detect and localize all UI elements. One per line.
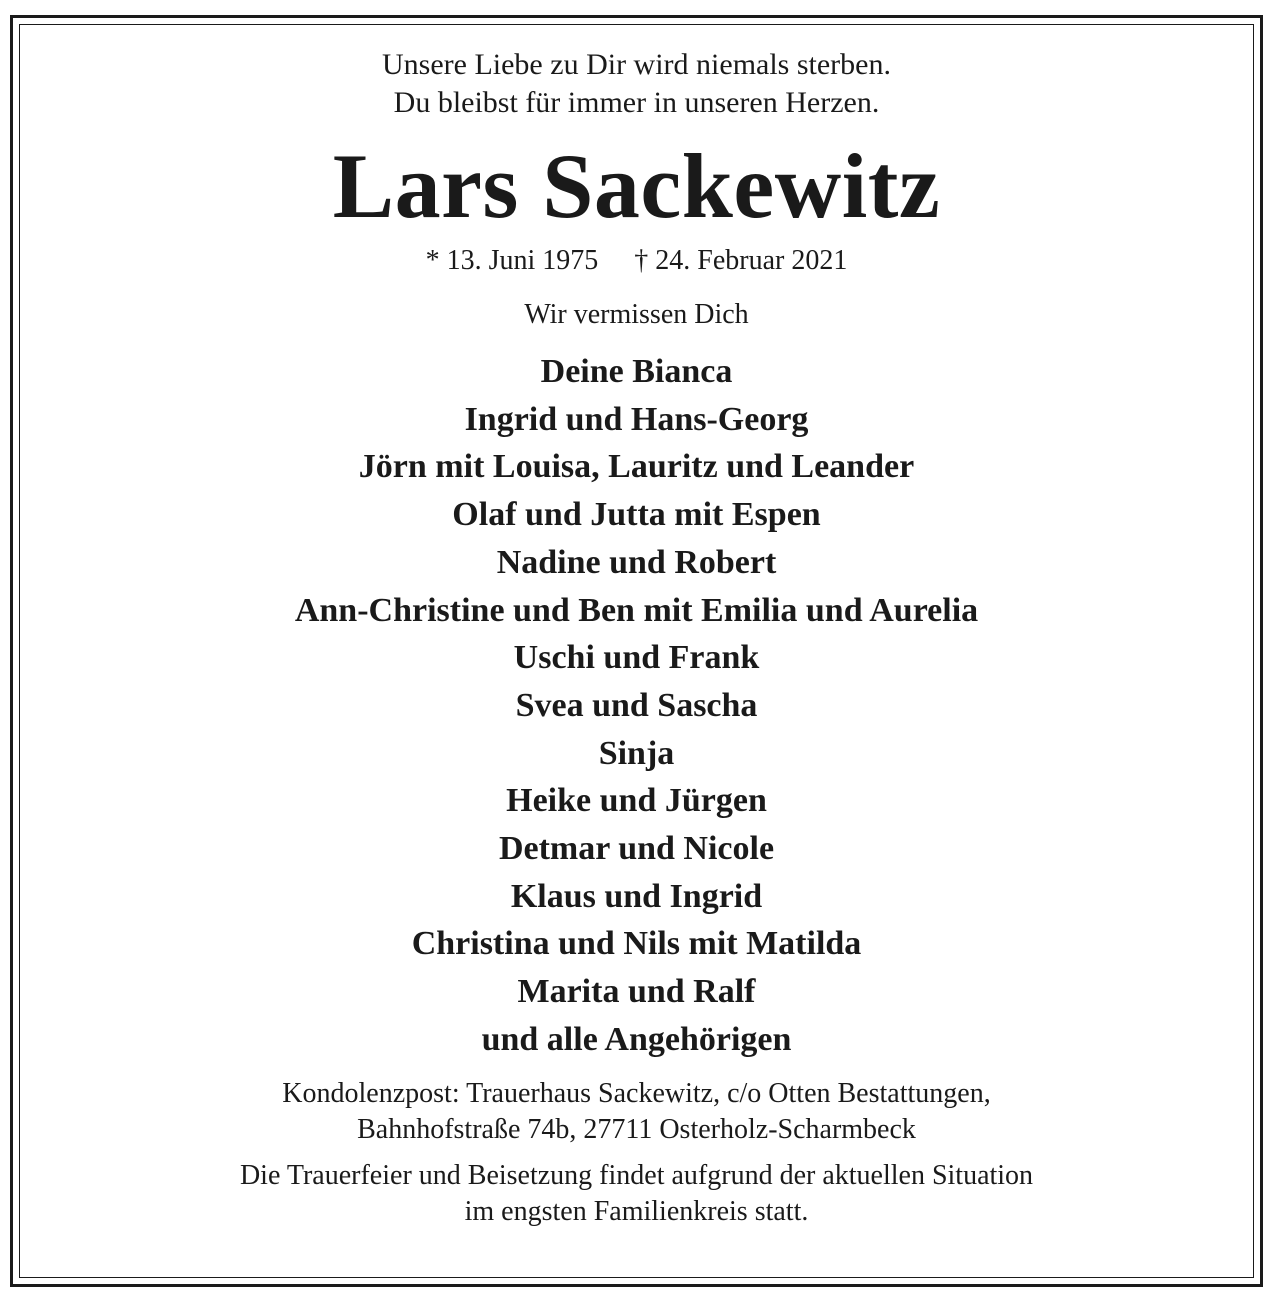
motto-line-2: Du bleibst für immer in unseren Herzen.: [393, 86, 880, 119]
motto: [19, 46, 1254, 122]
deceased-name: Lars Sackewitz: [332, 135, 941, 237]
obituary-notice: [19, 24, 1254, 1230]
mourner-line: Uschi und Frank: [513, 639, 760, 677]
condolence-line-1: Kondolenzpost: Trauerhaus Sackewitz, c/o Otten Bestattungen,: [282, 1077, 991, 1109]
mourner-line: Klaus und Ingrid: [510, 877, 763, 915]
mourner-line: Svea und Sascha: [515, 686, 758, 724]
mourner-line: Jörn mit Louisa, Lauritz und Leander: [358, 448, 915, 486]
condolence-line-2: Bahnhofstraße 74b, 27711 Osterholz-Scharmbeck: [357, 1113, 916, 1145]
mourner-line: Ingrid und Hans-Georg: [464, 400, 809, 438]
mourner-line: Sinja: [598, 734, 675, 772]
mourner-line: Heike und Jürgen: [506, 782, 767, 820]
condolence-address: [19, 1076, 1254, 1148]
life-dates: [19, 244, 1254, 278]
mourner-line: Nadine und Robert: [496, 543, 777, 581]
mourner-list: [19, 348, 1254, 1064]
mourner-line: Olaf und Jutta mit Espen: [452, 496, 821, 534]
death-date: † 24. Februar 2021: [634, 245, 848, 276]
mourner-line: Detmar und Nicole: [498, 830, 775, 868]
service-line-1: Die Trauerfeier und Beisetzung findet aufgrund der aktuellen Situation: [239, 1159, 1034, 1191]
mourner-line: Christina und Nils mit Matilda: [411, 925, 862, 963]
mourner-line: Deine Bianca: [540, 353, 733, 390]
mourner-line: Ann-Christine und Ben mit Emilia und Aurelia: [294, 591, 979, 629]
mourner-line: Marita und Ralf: [517, 973, 756, 1011]
mourner-line: und alle Angehörigen: [481, 1020, 792, 1058]
farewell-text: Wir vermissen Dich: [524, 299, 749, 330]
service-note: [19, 1158, 1254, 1230]
birth-date: * 13. Juni 1975: [425, 245, 599, 276]
service-line-2: im engsten Familienkreis statt.: [464, 1195, 809, 1227]
motto-line-1: Unsere Liebe zu Dir wird niemals sterben.: [382, 48, 891, 81]
